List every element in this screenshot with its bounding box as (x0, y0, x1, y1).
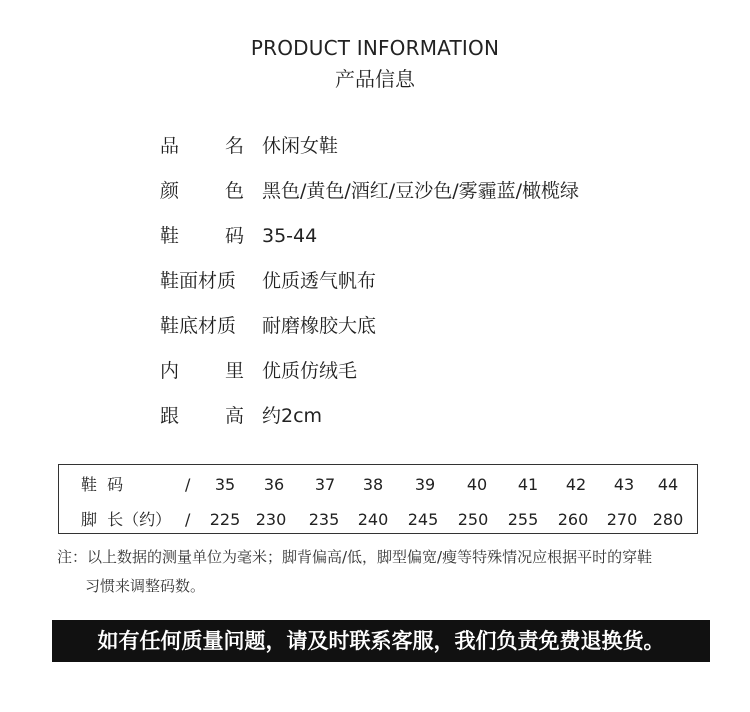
info-label (160, 357, 244, 385)
info-label-char: 跟 (160, 405, 180, 427)
size-cell: 36 (263, 475, 285, 494)
size-cell: 230 (255, 510, 287, 529)
title-chinese: 产品信息 (335, 67, 415, 91)
info-label (160, 132, 244, 160)
size-row-label: 鞋 码 (81, 475, 124, 494)
size-cell: 43 (613, 475, 635, 494)
info-label-text: 鞋底材质 (160, 315, 237, 337)
info-label-char: 高 (224, 405, 244, 427)
info-label-char: 码 (224, 225, 244, 247)
size-row-label: 脚 长（约） (81, 510, 172, 529)
info-label-char: 里 (224, 360, 244, 382)
size-cell: 44 (657, 475, 679, 494)
info-value: 35-44 (262, 225, 318, 247)
size-note (57, 543, 717, 601)
after-sales-banner: 如有任何质量问题，请及时联系客服，我们负责免费退换货。 (52, 620, 710, 662)
title-english: PRODUCT INFORMATION (250, 36, 500, 60)
size-cell: 38 (362, 475, 384, 494)
info-label (160, 402, 244, 430)
info-value: 黑色/黄色/酒红/豆沙色/雾霾蓝/橄榄绿 (262, 180, 580, 202)
info-label (160, 177, 244, 205)
note-line: 习惯来调整码数。 (85, 577, 206, 595)
size-table (58, 464, 698, 534)
info-label-char: 内 (160, 360, 180, 382)
size-cell: 270 (606, 510, 638, 529)
size-cell: 260 (557, 510, 589, 529)
info-label-text: 鞋面材质 (160, 270, 237, 292)
size-cell: 40 (466, 475, 488, 494)
info-label-char: 名 (224, 135, 244, 157)
info-value: 约2cm (262, 405, 323, 427)
size-cell: 235 (308, 510, 340, 529)
info-value: 休闲女鞋 (262, 135, 339, 157)
size-cell: 35 (214, 475, 236, 494)
info-label (160, 222, 244, 250)
info-label (160, 267, 244, 295)
size-cell: 41 (517, 475, 539, 494)
info-value: 耐磨橡胶大底 (262, 315, 377, 337)
info-value: 优质仿绒毛 (262, 360, 358, 382)
size-cell: 245 (407, 510, 439, 529)
size-cell: 37 (314, 475, 336, 494)
size-slash: / (185, 510, 191, 529)
size-cell: 280 (652, 510, 684, 529)
size-cell: 250 (457, 510, 489, 529)
note-line: 注：以上数据的测量单位为毫米；脚背偏高/低，脚型偏宽/瘦等特殊情况应根据平时的穿鞋 (57, 548, 653, 566)
size-row-shoe-size (59, 470, 699, 500)
info-label-char: 鞋 (160, 225, 180, 247)
info-label-char: 色 (224, 180, 244, 202)
size-cell: 255 (507, 510, 539, 529)
info-label (160, 312, 244, 340)
info-value: 优质透气帆布 (262, 270, 377, 292)
size-cell: 225 (209, 510, 241, 529)
size-cell: 39 (414, 475, 436, 494)
size-row-foot-length (59, 505, 699, 535)
size-cell: 240 (357, 510, 389, 529)
size-cell: 42 (565, 475, 587, 494)
info-label-char: 颜 (160, 180, 180, 202)
size-slash: / (185, 475, 191, 494)
info-label-char: 品 (160, 135, 180, 157)
